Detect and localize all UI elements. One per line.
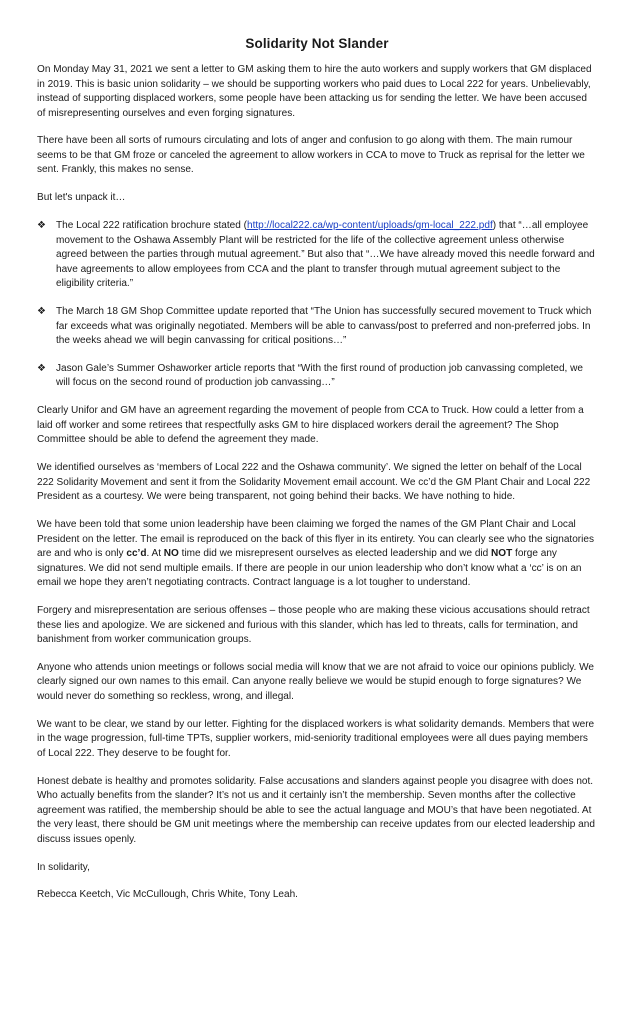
paragraph-rumours: There have been all sorts of rumours circulating and lots of anger and confusion to go along with them. The main rumour seems to be that GM froze or canceled the agreement to allow workers in CCA to move to Truck as reprisal for the letter we sent. Frankly, this makes no sense.	[37, 135, 585, 176]
text-span: We have been told that some union leadership have been claiming we forged the names of the GM Plant Chair and Local President on the letter. The email is reproduced on the back of this flyer in its entirety. You can clearly see who the signatories are and who is only	[37, 519, 594, 560]
flyer-page	[37, 36, 597, 916]
text-span: forge any signatures. We did not send multiple emails. If there are people in our union leadership who don’t know what a ‘cc’ is on an email we hope they aren’t negotiating contracts. Contract language is a lot tougher to understand.	[37, 548, 582, 589]
document-title: Solidarity Not Slander	[245, 36, 389, 51]
bullet-1-text-end: ) that “…all employee movement to the Oshawa Assembly Plant will be restricted for the life of the collective agreement unless otherwise agreed between the parties through mutual agreement.” But also that “…We have already moved this needle forward and have agreements to allow employees from CCA and the plant to transfer through mutual agreement subject to the eligibility criteria.”	[56, 220, 595, 290]
closing-line: In solidarity,	[37, 861, 90, 873]
paragraph-identified: We identified ourselves as ‘members of Local 222 and the Oshawa community’. We signed the letter on behalf of the Local 222 Solidarity Movement and sent it from the Solidarity Movement email account. We cc’d the GM Plant Chair and Local 222 President as a courtesy. We were being transparent, not going behind their backs. We have nothing to hide.	[37, 462, 591, 503]
diamond-bullet-icon: ❖	[37, 362, 46, 374]
bold-span: NO	[163, 548, 179, 560]
text-span: time did we misrepresent ourselves as elected leadership and we did	[178, 548, 492, 560]
evidence-list	[37, 219, 597, 391]
bold-span: NOT	[491, 548, 513, 560]
bullet-1-text-start: The Local 222 ratification brochure stated (	[56, 220, 247, 232]
paragraph-honest-debate: Honest debate is healthy and promotes solidarity. False accusations and slanders against people you disagree with does not. Who actually benefits from the slander? It’s not us and it certainly isn’t the membership. Seven months after the collective agreement was ratified, the membership should be able to see the actual language and MOU’s that have been negotiated. At the very least, there should be GM unit meetings where the membership can receive updates from our elected leadership and discuss issues openly.	[37, 775, 595, 845]
diamond-bullet-icon: ❖	[37, 306, 46, 318]
text-span: . At	[146, 548, 164, 560]
bullet-2-text: The March 18 GM Shop Committee update reported that “The Union has successfully secured movement to Truck which far exceeds what was originally negotiated. Members will be able to canvass/post to preferred and non-preferred jobs. In the weeks ahead we will begin canvassing for critical positions…”	[56, 306, 592, 347]
bullet-3-text: Jason Gale’s Summer Oshaworker article reports that “With the first round of production job canvassing completed, we will focus on the second round of production job canvassing…”	[56, 362, 583, 389]
paragraph-unpack: But let's unpack it…	[37, 192, 126, 204]
list-item	[37, 219, 597, 292]
paragraph-agreement: Clearly Unifor and GM have an agreement regarding the movement of people from CCA to Truck. How could a letter from a laid off worker and some retirees that respectfully asks GM to hire displaced workers derail the agreement? The Shop Committee should be able to defend the agreement they made.	[37, 405, 584, 446]
brochure-link[interactable]: http://local222.ca/wp-content/uploads/gm-local_222.pdf	[247, 220, 493, 232]
signatories: Rebecca Keetch, Vic McCullough, Chris White, Tony Leah.	[37, 889, 298, 901]
bold-span: cc’d	[126, 548, 147, 560]
paragraph-letter-sent: On Monday May 31, 2021 we sent a letter to GM asking them to hire the auto workers and supply workers that GM displaced in 2019. This is basic union solidarity – we should be supporting workers who paid dues to Local 222 for years. Unbelievably, instead of supporting displaced workers, some people have been attacking us for sending the letter. We have been accused of misrepresenting ourselves and even forging signatures.	[37, 64, 592, 119]
paragraph-serious-offenses: Forgery and misrepresentation are serious offenses – those people who are making these vicious accusations should retract these lies and apologize. We are sickened and furious with this slander, which has led to threats, calls for termination, and banishment from worker communication groups.	[37, 605, 590, 646]
list-item	[37, 362, 597, 391]
list-item	[37, 305, 597, 349]
diamond-bullet-icon: ❖	[37, 220, 46, 232]
paragraph-voice-opinions: Anyone who attends union meetings or follows social media will know that we are not afraid to voice our opinions publicly. We clearly signed our own names to this email. Can anyone really believe we would be stupid enough to forge signatures? We would never do something so reckless, wrong, and illegal.	[37, 661, 594, 702]
paragraph-stand-by-letter: We want to be clear, we stand by our letter. Fighting for the displaced workers is what solidarity demands. Members that were in the wage progression, full-time TPTs, supplier workers, mid-seniority traditional employees were all dues paying members of Local 222. They deserve to be fought for.	[37, 718, 595, 759]
paragraph-forgery-claims	[37, 518, 597, 591]
